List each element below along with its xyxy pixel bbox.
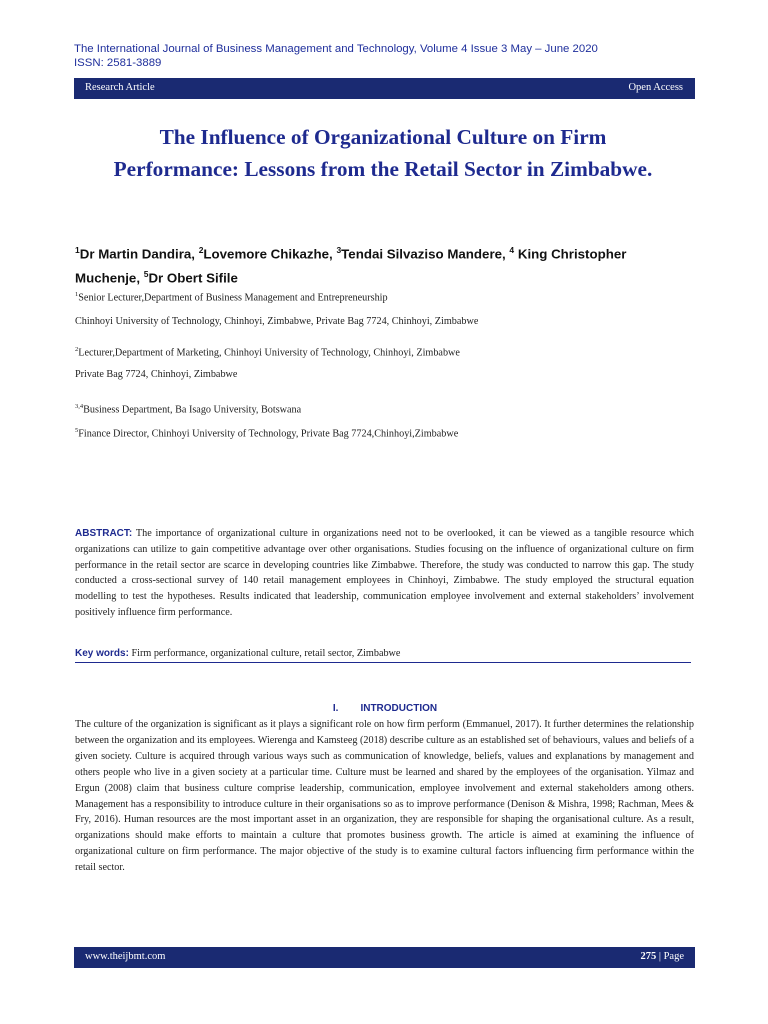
article-type-bar xyxy=(74,78,695,99)
page-indicator xyxy=(640,951,684,962)
affiliation-3-line-1 xyxy=(75,403,301,415)
author-5-name: Dr Obert Sifile xyxy=(148,270,238,286)
affiliation-3-marker: 3,4 xyxy=(75,403,84,410)
author-4-number: 4 xyxy=(509,245,515,255)
open-access-label: Open Access xyxy=(628,82,683,93)
keywords-text: Firm performance, organizational culture, retail sector, Zimbabwe xyxy=(128,648,401,659)
page-number: 275 xyxy=(640,951,657,962)
author-1-number: 1 xyxy=(75,245,80,255)
paper-title: The Influence of Organizational Culture on Firm Performance: Lessons from the Retail Sector in Zimbabwe. xyxy=(113,125,653,181)
page-label: | Page xyxy=(656,951,684,962)
journal-issn: ISSN: 2581-3889 xyxy=(74,57,162,69)
abstract xyxy=(75,526,694,621)
affiliation-1-line-1 xyxy=(75,291,388,303)
introduction-paragraph: The culture of the organization is significant as it plays a significant role on how firm perform (Emmanuel, 2017). It further determines the relationship between the organization and its employees. Wierenga and Kamsteeg (2018) describe culture as an established set of behaviours, values and beliefs of a given society. Culture is acquired through various ways such as communication of knowledge, beliefs, values and explanations by management and others people who live in a given society at a particular time. Culture must be learned and shared by the employees of the organisation. Yilmaz and Ergun (2008) claim that business culture comprise leadership, communication, employee involvement and external stakeholders among others. Management has a responsibility to introduce culture in their organisations so as to improve performance (Denison & Mishra, 1998; Rachman, Mees & Fry, 2016). Human resources are the most important asset in an organization, they are responsible for shaping the organisational culture. As a result, organizations should make efforts to maintain a culture that promotes business growth. The article is aimed at examining the influence of organizational culture on firm performance. The major objective of the study is to examine cultural factors influencing firm performance within the retail sector. xyxy=(75,719,694,874)
journal-header xyxy=(74,42,694,70)
article-type-label: Research Article xyxy=(85,82,155,93)
footer-bar xyxy=(74,947,695,968)
abstract-label: ABSTRACT: xyxy=(75,528,133,539)
keywords-label: Key words: xyxy=(75,648,129,659)
affiliation-5-text: Finance Director, Chinhoyi University of Technology, Private Bag 7724,Chinhoyi,Zimbabwe xyxy=(78,428,459,440)
author-list xyxy=(75,240,695,289)
author-2-name: Lovemore Chikazhe, xyxy=(203,246,337,262)
affiliation-2-text: Lecturer,Department of Marketing, Chinhoyi University of Technology, Chinhoyi, Zimbabwe xyxy=(78,347,460,359)
journal-citation: The International Journal of Business Management and Technology, Volume 4 Issue 3 May – June 2020 xyxy=(74,43,598,55)
abstract-text: The importance of organizational culture in organizations need not to be overlooked, it can be viewed as a tangible resource which organizations can utilize to gain competitive advantage over other organisations. Studies focusing on the influence of organizational culture on firm performance in the retail sector are scarce in developing countries like Zimbabwe. Therefore, the study was conducted to narrow this gap. The study conducted a cross-sectional survey of 140 retail management employees in Chinhoyi, Zimbabwe. The study employed the structural equation modelling to test the hypotheses. Results indicated that leadership, communication employee involvement and external stakeholders’ involvement positively influence firm performance. xyxy=(75,528,694,618)
affiliation-2-line-2: Private Bag 7724, Chinhoyi, Zimbabwe xyxy=(75,369,238,380)
affiliation-2-line-1 xyxy=(75,346,460,358)
author-3-name: Tendai Silvaziso Mandere, xyxy=(341,246,510,262)
affiliation-1-line-2: Chinhoyi University of Technology, Chinhoyi, Zimbabwe, Private Bag 7724, Chinhoyi, Zimbabwe xyxy=(75,316,479,327)
section-heading-introduction xyxy=(75,703,695,714)
affiliation-2-marker: 2 xyxy=(75,346,79,353)
author-1-name: Dr Martin Dandira, xyxy=(79,246,199,262)
affiliation-5-marker: 5 xyxy=(75,427,79,434)
keywords xyxy=(75,648,400,659)
affiliation-1-marker: 1 xyxy=(75,291,79,298)
author-5-number: 5 xyxy=(143,269,149,280)
affiliation-3-text: Business Department, Ba Isago University, Botswana xyxy=(83,404,302,416)
section-title: INTRODUCTION xyxy=(360,703,438,714)
affiliation-1-text: Senior Lecturer,Department of Business Management and Entrepreneurship xyxy=(78,292,388,304)
author-2-number: 2 xyxy=(198,245,204,255)
keywords-divider xyxy=(75,662,691,663)
author-4-name: King Christopher Muchenje, xyxy=(75,246,627,286)
journal-website: www.theijbmt.com xyxy=(85,951,166,962)
affiliation-5-line-1 xyxy=(75,427,458,439)
author-3-number: 3 xyxy=(336,245,342,255)
section-number: I. xyxy=(332,703,339,714)
